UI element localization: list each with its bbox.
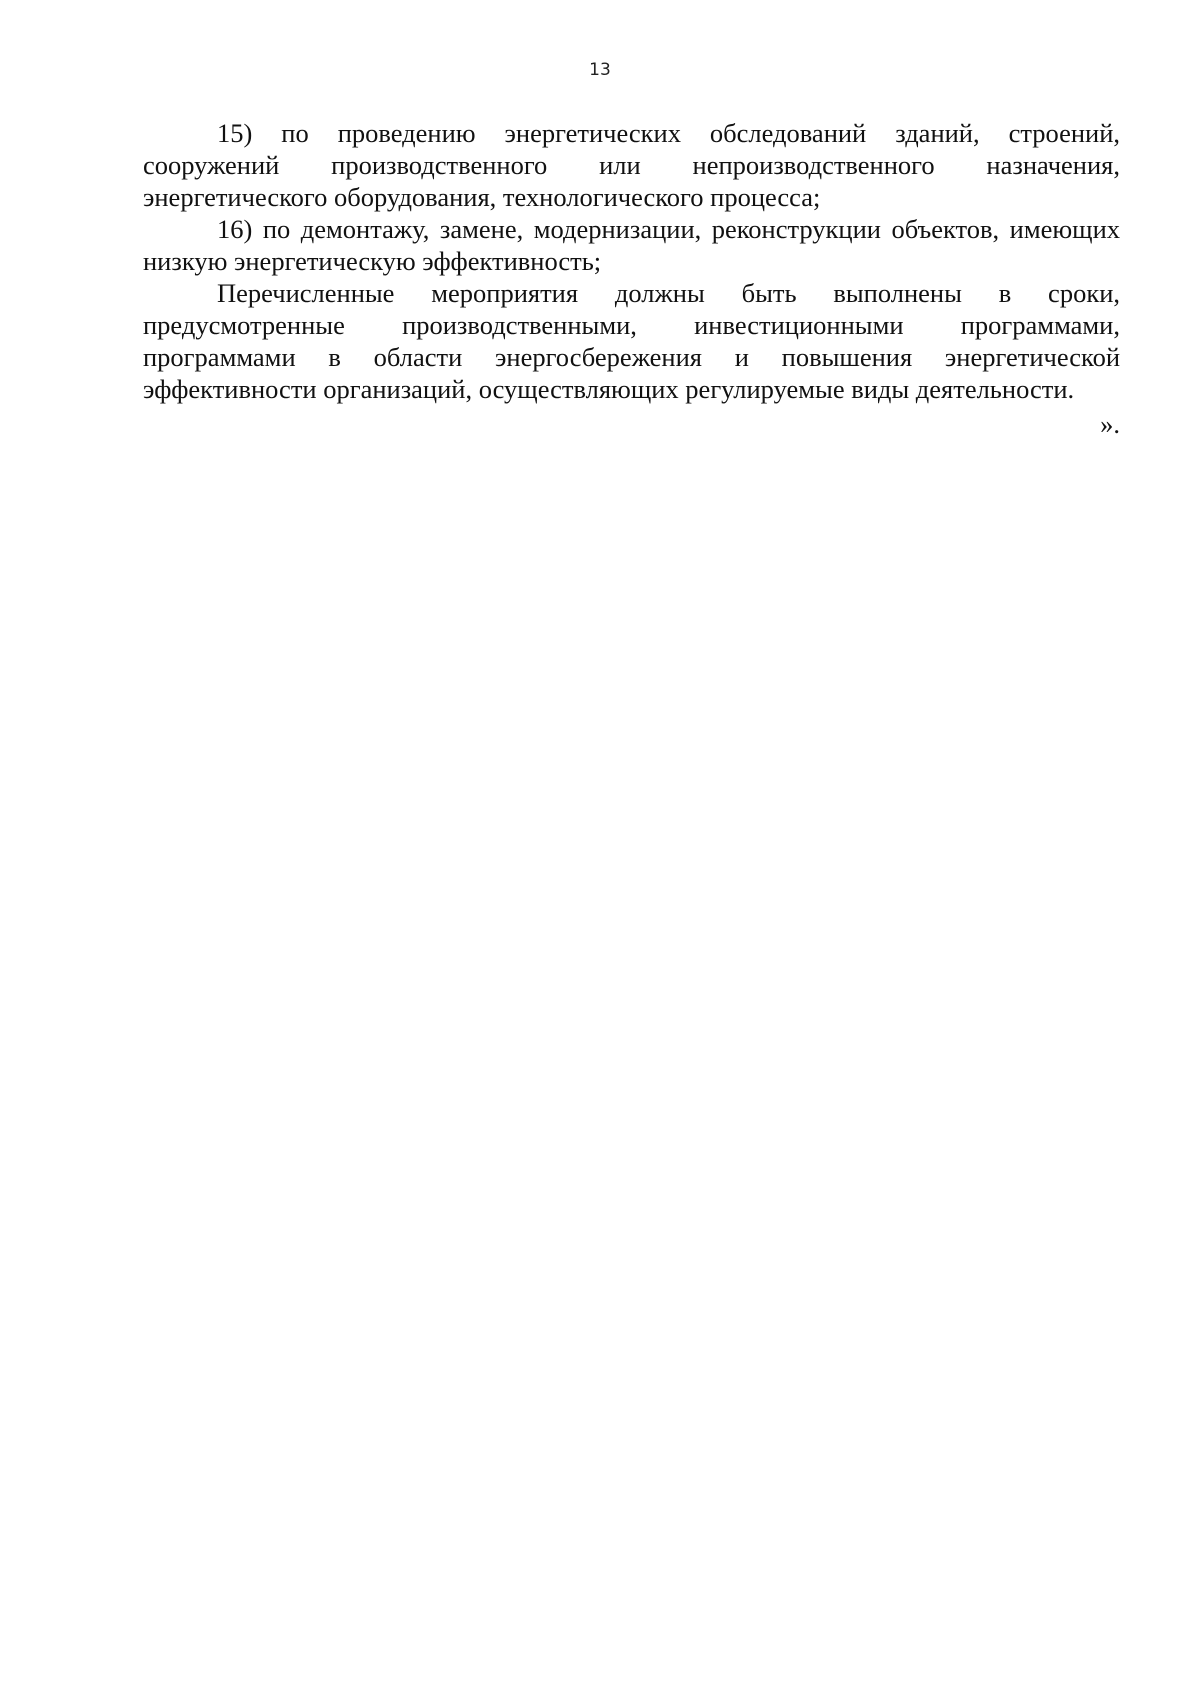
- paragraph-item-15: 15) по проведению энергетических обследований зданий, строений, сооружений производственного или непроизводственного назначения, энергетического оборудования, технологического процесса;: [143, 118, 1120, 212]
- page-number: 13: [589, 60, 611, 80]
- closing-quote: ».: [1100, 409, 1120, 439]
- paragraph-conclusion: Перечисленные мероприятия должны быть выполнены в сроки, предусмотренные производственными, инвестиционными программами, программами в области энергосбережения и повышения энергетической эффективности организаций, осуществляющих регулируемые виды деятельности.: [143, 278, 1120, 404]
- document-body: [143, 117, 1120, 440]
- paragraph-item-16: 16) по демонтажу, замене, модернизации, реконструкции объектов, имеющих низкую энергетическую эффективность;: [143, 214, 1120, 276]
